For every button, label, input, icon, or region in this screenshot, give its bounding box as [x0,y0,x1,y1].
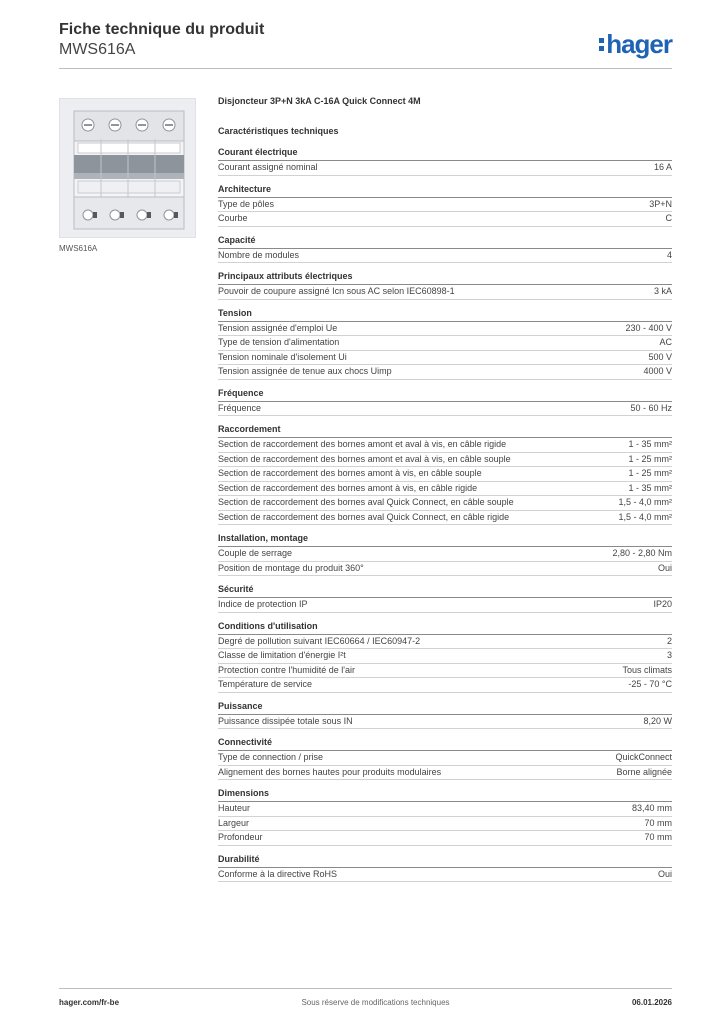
spec-value: 3P+N [649,198,672,209]
spec-label: Protection contre l'humidité de l'air [218,664,356,675]
spec-value: 8,20 W [643,715,672,726]
spec-row [218,635,672,650]
spec-label: Tension assignée de tenue aux chocs Uimp [218,366,392,376]
spec-label: Couple de serrage [218,548,293,558]
spec-row [218,336,672,351]
page-footer [59,998,672,1007]
spec-label: Tension assignée d'emploi Ue [218,322,338,333]
page-title: Fiche technique du produit [59,21,265,38]
spec-row [218,453,672,468]
spec-group-title: Architecture [218,184,672,198]
spec-value: IP20 [653,599,672,609]
spec-value: 50 - 60 Hz [630,402,672,413]
spec-group [218,788,672,846]
logo-dots-icon [599,38,604,57]
spec-label: Position de montage du produit 360° [218,562,364,573]
spec-label: Section de raccordement des bornes amont à vis, en câble souple [218,468,482,478]
spec-group-title: Puissance [218,701,672,715]
spec-groups [218,147,672,882]
spec-label: Courbe [218,213,248,223]
header-divider [59,68,672,69]
spec-row [218,496,672,511]
spec-row [218,817,672,832]
spec-group-title: Connectivité [218,737,672,751]
spec-group [218,184,672,227]
spec-label: Type de pôles [218,198,275,209]
spec-value: 1 - 25 mm² [628,453,672,464]
spec-row [218,351,672,366]
spec-value: 230 - 400 V [625,322,672,333]
spec-group-title: Fréquence [218,388,672,402]
spec-label: Nombre de modules [218,249,300,260]
spec-value: -25 - 70 °C [628,679,672,689]
spec-group [218,621,672,693]
spec-label: Section de raccordement des bornes amont et aval à vis, en câble souple [218,453,511,464]
footer-date: 06.01.2026 [631,998,672,1007]
spec-value: 1,5 - 4,0 mm² [618,511,672,522]
spec-group-title: Raccordement [218,424,672,438]
spec-group [218,854,672,883]
spec-group-title: Principaux attributs électriques [218,271,672,285]
spec-label: Hauteur [218,803,251,813]
spec-row [218,678,672,693]
spec-label: Classe de limitation d'énergie I²t [218,650,346,660]
spec-row [218,766,672,781]
spec-group [218,235,672,264]
spec-group [218,147,672,176]
spec-group [218,308,672,380]
spec-label: Conforme à la directive RoHS [218,868,338,879]
spec-row [218,598,672,613]
footer-disclaimer: Sous réserve de modifications techniques [301,998,450,1007]
spec-row [218,467,672,482]
spec-group-title: Installation, montage [218,533,672,547]
spec-value: 2 [666,635,672,646]
spec-row [218,649,672,664]
spec-group [218,584,672,613]
spec-row [218,212,672,227]
spec-row [218,438,672,453]
spec-value: 2,80 - 2,80 Nm [612,548,672,558]
spec-value: Borne alignée [616,766,672,777]
image-caption: MWS616A [59,244,98,253]
spec-value: Tous climats [622,664,672,675]
circuit-breaker-icon [60,99,195,237]
spec-value: 1,5 - 4,0 mm² [618,497,672,507]
spec-value: 4000 V [643,366,672,376]
spec-row [218,868,672,883]
spec-row [218,715,672,730]
spec-value: C [665,213,672,223]
spec-row [218,482,672,497]
spec-label: Degré de pollution suivant IEC60664 / IEC60947-2 [218,635,421,646]
spec-value: 4 [666,249,672,260]
spec-value: 3 [666,650,672,660]
spec-group-title: Tension [218,308,672,322]
spec-value: 1 - 25 mm² [628,468,672,478]
spec-label: Type de connection / prise [218,752,324,762]
spec-value: 500 V [648,351,672,362]
spec-group-title: Courant électrique [218,147,672,161]
spec-group [218,388,672,417]
spec-value: Oui [657,868,672,879]
spec-content [218,96,672,890]
hager-logo [599,29,672,57]
spec-group-title: Capacité [218,235,672,249]
spec-value: 1 - 35 mm² [628,439,672,449]
spec-row [218,322,672,337]
spec-value: AC [659,337,672,347]
spec-row [218,365,672,380]
spec-row [218,831,672,846]
spec-row [218,285,672,300]
spec-row [218,664,672,679]
spec-label: Température de service [218,679,313,689]
spec-label: Section de raccordement des bornes amont à vis, en câble rigide [218,482,478,493]
spec-label: Profondeur [218,832,263,842]
spec-group [218,737,672,780]
spec-row [218,802,672,817]
spec-row [218,402,672,417]
spec-group-title: Sécurité [218,584,672,598]
section-heading: Caractéristiques techniques [218,126,339,136]
product-image [59,98,196,238]
spec-value: 16 A [653,162,672,172]
spec-group [218,424,672,525]
spec-label: Section de raccordement des bornes amont et aval à vis, en câble rigide [218,439,507,449]
spec-group-title: Durabilité [218,854,672,868]
spec-row [218,161,672,176]
page-header [59,20,264,60]
spec-row [218,547,672,562]
product-name: Disjoncteur 3P+N 3kA C-16A Quick Connect 4M [218,96,421,106]
product-reference: MWS616A [59,41,136,58]
spec-row [218,249,672,264]
spec-label: Courant assigné nominal [218,162,318,172]
spec-label: Tension nominale d'isolement Ui [218,351,347,362]
footer-website[interactable]: hager.com/fr-be [59,998,120,1007]
spec-value: 3 kA [653,286,672,296]
spec-label: Indice de protection IP [218,599,308,609]
spec-group [218,533,672,576]
spec-label: Pouvoir de coupure assigné Icn sous AC selon IEC60898-1 [218,286,455,296]
spec-row [218,751,672,766]
logo-text: hager [606,29,672,59]
spec-value: Oui [657,562,672,573]
spec-value: 70 mm [644,832,672,842]
spec-label: Type de tension d'alimentation [218,337,340,347]
spec-value: QuickConnect [615,752,672,762]
spec-group [218,271,672,300]
spec-group [218,701,672,730]
spec-label: Alignement des bornes hautes pour produits modulaires [218,766,442,777]
spec-label: Fréquence [218,402,262,413]
spec-row [218,198,672,213]
spec-label: Largeur [218,817,250,828]
spec-value: 83,40 mm [631,803,672,813]
spec-value: 70 mm [644,817,672,828]
spec-group-title: Conditions d'utilisation [218,621,672,635]
spec-group-title: Dimensions [218,788,672,802]
spec-row [218,562,672,577]
spec-label: Section de raccordement des bornes aval Quick Connect, en câble souple [218,497,514,507]
spec-label: Section de raccordement des bornes aval Quick Connect, en câble rigide [218,511,510,522]
spec-value: 1 - 35 mm² [628,482,672,493]
spec-label: Puissance dissipée totale sous IN [218,715,353,726]
footer-divider [59,988,672,989]
spec-row [218,511,672,526]
